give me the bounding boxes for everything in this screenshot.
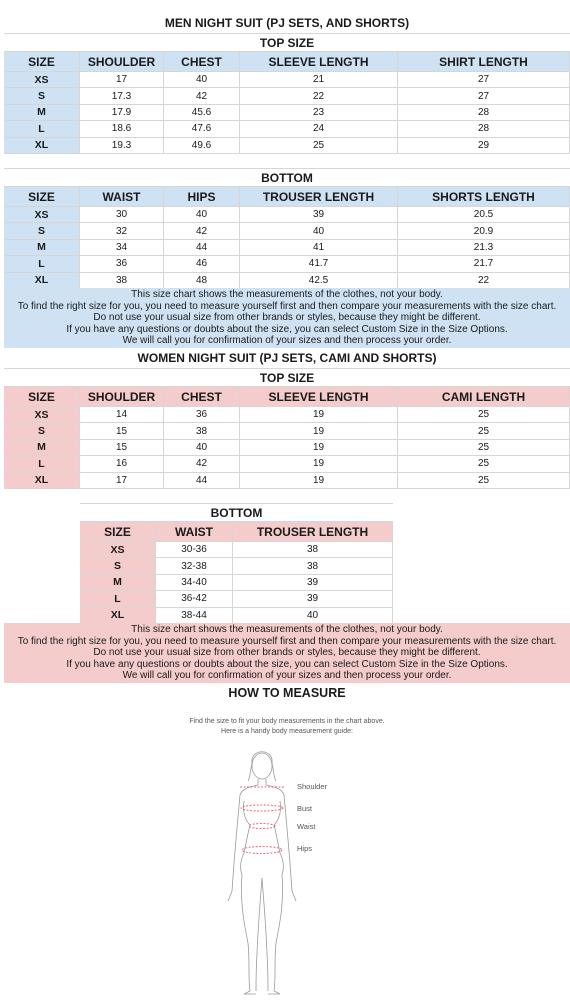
women-bottom-header-cell: WAIST [156,522,233,542]
men-top-value-cell: 17.3 [80,88,164,104]
men-section-title: MEN NIGHT SUIT (PJ SETS, AND SHORTS) [164,16,410,30]
women-top-value-cell: 19 [240,456,398,472]
men-bottom-value-cell: 40 [164,207,240,223]
right-torso-outline [266,785,296,901]
women-top-value-cell: 19 [240,423,398,439]
men-bottom-value-cell: 20.5 [398,207,570,223]
men-top-size-cell: M [4,105,80,121]
shoulder-label: Shoulder [297,782,328,791]
men-top-value-cell: 27 [398,72,570,88]
men-bottom-size-cell: L [4,256,80,272]
waist-measure-line [249,824,275,829]
body-figure-illustration [4,703,570,995]
waist-label: Waist [297,822,316,831]
women-bottom-table-row [80,558,393,574]
women-bottom-value-cell: 34-40 [156,575,233,591]
women-bottom-value-cell: 39 [233,575,393,591]
men-top-title: TOP SIZE [4,33,570,52]
men-bottom-value-cell: 41 [240,240,398,256]
left-leg-outline [241,875,250,991]
women-top-table-row [4,456,570,472]
intro-line-2: Here is a handy body measurement guide: [221,728,353,735]
women-top-table-row [4,473,570,489]
men-top-value-cell: 25 [240,138,398,154]
note-line: This size chart shows the measurements of the clothes, not your body. [131,624,443,636]
men-top-table-row [4,121,570,137]
men-top-value-cell: 23 [240,105,398,121]
women-bottom-table-row [80,542,393,558]
women-bottom-size-cell: L [80,591,156,607]
women-bottom-value-cell: 40 [233,608,393,624]
men-bottom-value-cell: 21.7 [398,256,570,272]
women-section-title: WOMEN NIGHT SUIT (PJ SETS, CAMI AND SHORTS) [137,351,437,365]
men-bottom-value-cell: 46 [164,256,240,272]
women-top-value-cell: 25 [398,407,570,423]
men-top-size-cell: S [4,88,80,104]
women-bottom-table-row [80,575,393,591]
men-top-header-cell: CHEST [164,52,240,72]
women-top-table-row [4,407,570,423]
men-bottom-value-cell: 20.9 [398,223,570,239]
men-top-value-cell: 18.6 [80,121,164,137]
women-bottom-value-cell: 38 [233,542,393,558]
men-bottom-value-cell: 44 [164,240,240,256]
men-bottom-size-cell: S [4,223,80,239]
women-top-value-cell: 19 [240,473,398,489]
women-top-size-cell: M [4,440,80,456]
men-top-value-cell: 28 [398,105,570,121]
men-top-value-cell: 19.3 [80,138,164,154]
women-bottom-header-cell: SIZE [80,522,156,542]
men-bottom-size-cell: XS [4,207,80,223]
women-top-value-cell: 19 [240,440,398,456]
women-bottom-value-cell: 38-44 [156,608,233,624]
men-bottom-value-cell: 32 [80,223,164,239]
women-bottom-size-cell: XS [80,542,156,558]
men-bottom-table-row [4,223,570,239]
men-size-note [4,288,570,348]
men-top-value-cell: 40 [164,72,240,88]
women-top-size-cell: XS [4,407,80,423]
men-top-value-cell: 42 [164,88,240,104]
women-bottom-size-cell: S [80,558,156,574]
women-bottom-value-cell: 32-38 [156,558,233,574]
note-line: To find the right size for you, you need to measure yourself first and then compare your measurements with the size chart. [17,300,557,312]
men-bottom-value-cell: 36 [80,256,164,272]
men-top-table-row [4,105,570,121]
women-top-header-cell: SHOULDER [80,387,164,407]
note-line: This size chart shows the measurements of the clothes, not your body. [131,289,443,301]
note-line: We will call you for confirmation of your sizes and then process your order. [122,335,452,347]
men-bottom-value-cell: 38 [80,273,164,289]
men-top-table-row [4,72,570,88]
women-top-value-cell: 42 [164,456,240,472]
right-leg-outline [274,875,283,991]
hips-label: Hips [297,844,313,853]
women-top-value-cell: 25 [398,473,570,489]
women-top-size-cell: S [4,423,80,439]
note-line: If you have any questions or doubts about the size, you can select Custom Size in the Size Options. [66,323,508,335]
men-top-value-cell: 17.9 [80,105,164,121]
women-bottom-header-row [80,522,393,542]
men-bottom-size-cell: M [4,240,80,256]
women-bottom-value-cell: 39 [233,591,393,607]
women-top-size-cell: L [4,456,80,472]
women-top-value-cell: 25 [398,440,570,456]
men-top-value-cell: 21 [240,72,398,88]
women-bottom-value-cell: 36-42 [156,591,233,607]
head-shape [252,753,272,779]
women-top-value-cell: 19 [240,407,398,423]
hips-measure-line [242,847,282,854]
men-bottom-header-row [4,187,570,207]
women-top-table-row [4,423,570,439]
women-top-header-cell: CAMI LENGTH [398,387,570,407]
men-top-header-cell: SIZE [4,52,80,72]
women-top-header-cell: SIZE [4,387,80,407]
men-top-value-cell: 17 [80,72,164,88]
men-top-value-cell: 45.6 [164,105,240,121]
men-top-value-cell: 22 [240,88,398,104]
men-bottom-value-cell: 21.3 [398,240,570,256]
men-bottom-value-cell: 48 [164,273,240,289]
intro-line-1: Find the size to fit your body measurements in the chart above. [189,718,385,725]
women-top-value-cell: 25 [398,423,570,439]
bust-measure-line [241,805,283,811]
men-top-value-cell: 28 [398,121,570,137]
women-bottom-table-row [80,591,393,607]
women-bottom-size-cell: XL [80,608,156,624]
men-top-value-cell: 24 [240,121,398,137]
men-top-value-cell: 29 [398,138,570,154]
women-top-value-cell: 17 [80,473,164,489]
women-top-value-cell: 38 [164,423,240,439]
men-bottom-table-row [4,207,570,223]
men-bottom-value-cell: 42 [164,223,240,239]
note-line: Do not use your usual size from other brands or styles, because they might be different. [93,312,481,324]
note-line: Do not use your usual size from other brands or styles, because they might be different. [93,647,481,659]
men-bottom-table-row [4,273,570,289]
women-top-value-cell: 25 [398,456,570,472]
men-top-header-cell: SHIRT LENGTH [398,52,570,72]
women-top-value-cell: 40 [164,440,240,456]
men-top-value-cell: 47.6 [164,121,240,137]
men-bottom-header-cell: HIPS [164,187,240,207]
women-top-header-cell: CHEST [164,387,240,407]
women-top-title: TOP SIZE [4,368,570,387]
women-top-table-row [4,440,570,456]
women-top-value-cell: 44 [164,473,240,489]
men-top-size-cell: L [4,121,80,137]
men-bottom-header-cell: TROUSER LENGTH [240,187,398,207]
men-top-table-row [4,138,570,154]
women-top-value-cell: 15 [80,423,164,439]
men-bottom-header-cell: SHORTS LENGTH [398,187,570,207]
men-bottom-table-row [4,256,570,272]
women-top-header-cell: SLEEVE LENGTH [240,387,398,407]
men-bottom-size-cell: XL [4,273,80,289]
men-bottom-value-cell: 40 [240,223,398,239]
men-top-header-cell: SHOULDER [80,52,164,72]
note-line: We will call you for confirmation of your sizes and then process your order. [122,670,452,682]
left-torso-outline [228,785,258,901]
measurement-guide [4,703,570,995]
men-top-table-row [4,88,570,104]
women-bottom-title: BOTTOM [80,503,393,522]
women-top-size-cell: XL [4,473,80,489]
men-bottom-value-cell: 41.7 [240,256,398,272]
men-bottom-value-cell: 30 [80,207,164,223]
men-top-header-row [4,52,570,72]
women-top-value-cell: 36 [164,407,240,423]
women-bottom-header-cell: TROUSER LENGTH [233,522,393,542]
men-top-size-cell: XL [4,138,80,154]
women-bottom-value-cell: 30-36 [156,542,233,558]
men-top-value-cell: 49.6 [164,138,240,154]
how-to-measure-title: HOW TO MEASURE [228,686,346,700]
women-bottom-size-cell: M [80,575,156,591]
bust-label: Bust [297,804,313,813]
women-top-value-cell: 15 [80,440,164,456]
men-bottom-table-row [4,240,570,256]
men-top-value-cell: 27 [398,88,570,104]
men-bottom-value-cell: 22 [398,273,570,289]
men-bottom-title: BOTTOM [4,168,570,187]
men-bottom-value-cell: 39 [240,207,398,223]
women-bottom-table-row [80,608,393,624]
men-top-size-cell: XS [4,72,80,88]
women-top-header-row [4,387,570,407]
men-bottom-value-cell: 42.5 [240,273,398,289]
men-bottom-value-cell: 34 [80,240,164,256]
women-bottom-value-cell: 38 [233,558,393,574]
men-top-header-cell: SLEEVE LENGTH [240,52,398,72]
women-top-value-cell: 14 [80,407,164,423]
men-bottom-header-cell: SIZE [4,187,80,207]
note-line: If you have any questions or doubts about the size, you can select Custom Size in the Size Options. [66,658,508,670]
men-bottom-header-cell: WAIST [80,187,164,207]
note-line: To find the right size for you, you need to measure yourself first and then compare your measurements with the size chart. [17,635,557,647]
women-top-value-cell: 16 [80,456,164,472]
women-size-note [4,623,570,683]
